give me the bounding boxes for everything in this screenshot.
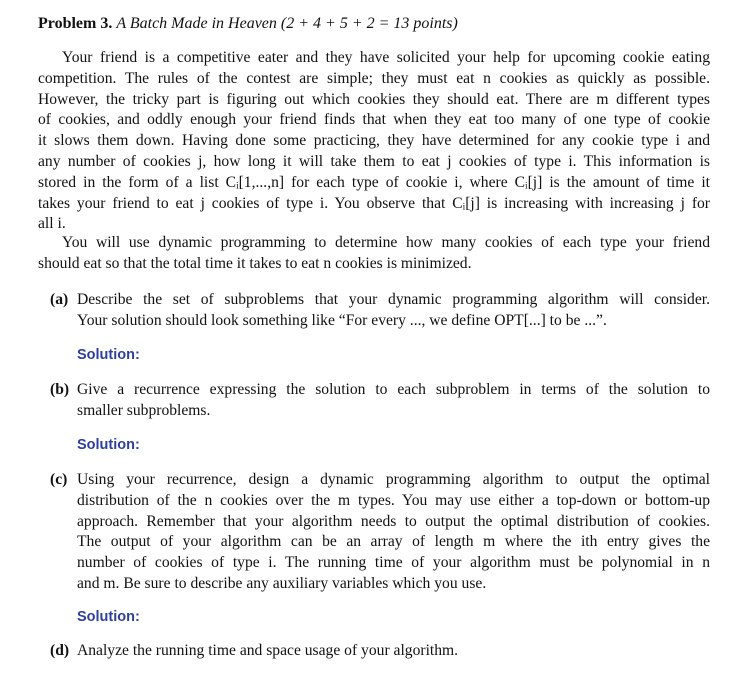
part-a-solution: Solution:	[77, 347, 140, 363]
part-d-label: (d)	[50, 642, 70, 659]
part-b-label: (b)	[50, 381, 70, 398]
part-c-line: distribution of the n cookies over the m types. You may use either a top-down or bottom-up	[77, 491, 710, 509]
intro-line: takes your friend to eat j cookies of type i. You observe that Cᵢ[j] is increasing with increasing j for	[38, 194, 710, 212]
part-d-line: Analyze the running time and space usage of your algorithm.	[77, 642, 459, 659]
part-c-line: and m. Be sure to describe any auxiliary variables which you use.	[77, 574, 487, 592]
problem-heading	[38, 14, 458, 34]
part-c-line: number of cookies of type i. The running time of your algorithm must be polynomial in n	[77, 554, 710, 572]
intro-paragraph	[38, 48, 710, 235]
part-b-body	[77, 380, 710, 422]
intro-paragraph-2	[38, 233, 710, 275]
part-d-body	[77, 641, 710, 662]
intro-line: However, the tricky part is figuring out which cookies they should eat. There are m different types	[38, 90, 710, 108]
part-c-line: Using your recurrence, design a dynamic programming algorithm to output the optimal	[77, 471, 710, 488]
intro-line: stored in the form of a list Cᵢ[1,...,n] for each type of cookie i, where Cᵢ[j] is the amount of time it	[38, 173, 710, 191]
part-c-label: (c)	[50, 471, 68, 488]
part-a-label: (a)	[50, 291, 69, 308]
problem-label: Problem 3.	[38, 15, 113, 32]
intro-line: it slows them down. Having done some practicing, they have determined for any cookie type i and	[38, 132, 710, 150]
part-b-solution: Solution:	[77, 437, 140, 453]
part-c-line: The output of your algorithm can be an array of length m where the ith entry gives the	[77, 533, 710, 551]
part-b-line: Give a recurrence expressing the solution to each subproblem in terms of the solution to	[77, 381, 710, 398]
intro2-line: should eat so that the total time it takes to eat n cookies is minimized.	[38, 254, 472, 272]
part-b-line: smaller subproblems.	[77, 401, 211, 419]
part-a-body	[77, 290, 710, 332]
intro-line: of cookies, and oddly enough your friend finds that when they eat too many of one type of cookie	[38, 111, 710, 129]
intro2-line: You will use dynamic programming to determine how many cookies of each type your friend	[62, 234, 710, 251]
part-a-line: Describe the set of subproblems that your dynamic programming algorithm will consider.	[77, 291, 710, 308]
intro-line: Your friend is a competitive eater and they have solicited your help for upcoming cookie eating	[62, 49, 710, 66]
problem-title: A Batch Made in Heaven (2 + 4 + 5 + 2 = 13 points)	[116, 15, 458, 32]
intro-line: any number of cookies j, how long it will take them to eat j cookies of type i. This information is	[38, 152, 710, 170]
part-c-solution: Solution:	[77, 609, 140, 625]
part-a-line: Your solution should look something like “For every ..., we define OPT[...] to be ...”.	[77, 311, 607, 329]
intro-line: competition. The rules of the contest are simple; they must eat n cookies as quickly as possible.	[38, 69, 710, 87]
part-c-body	[77, 470, 710, 595]
intro-line: all i.	[38, 215, 66, 233]
part-c-line: approach. Remember that your algorithm needs to output the optimal distribution of cookies.	[77, 512, 710, 530]
